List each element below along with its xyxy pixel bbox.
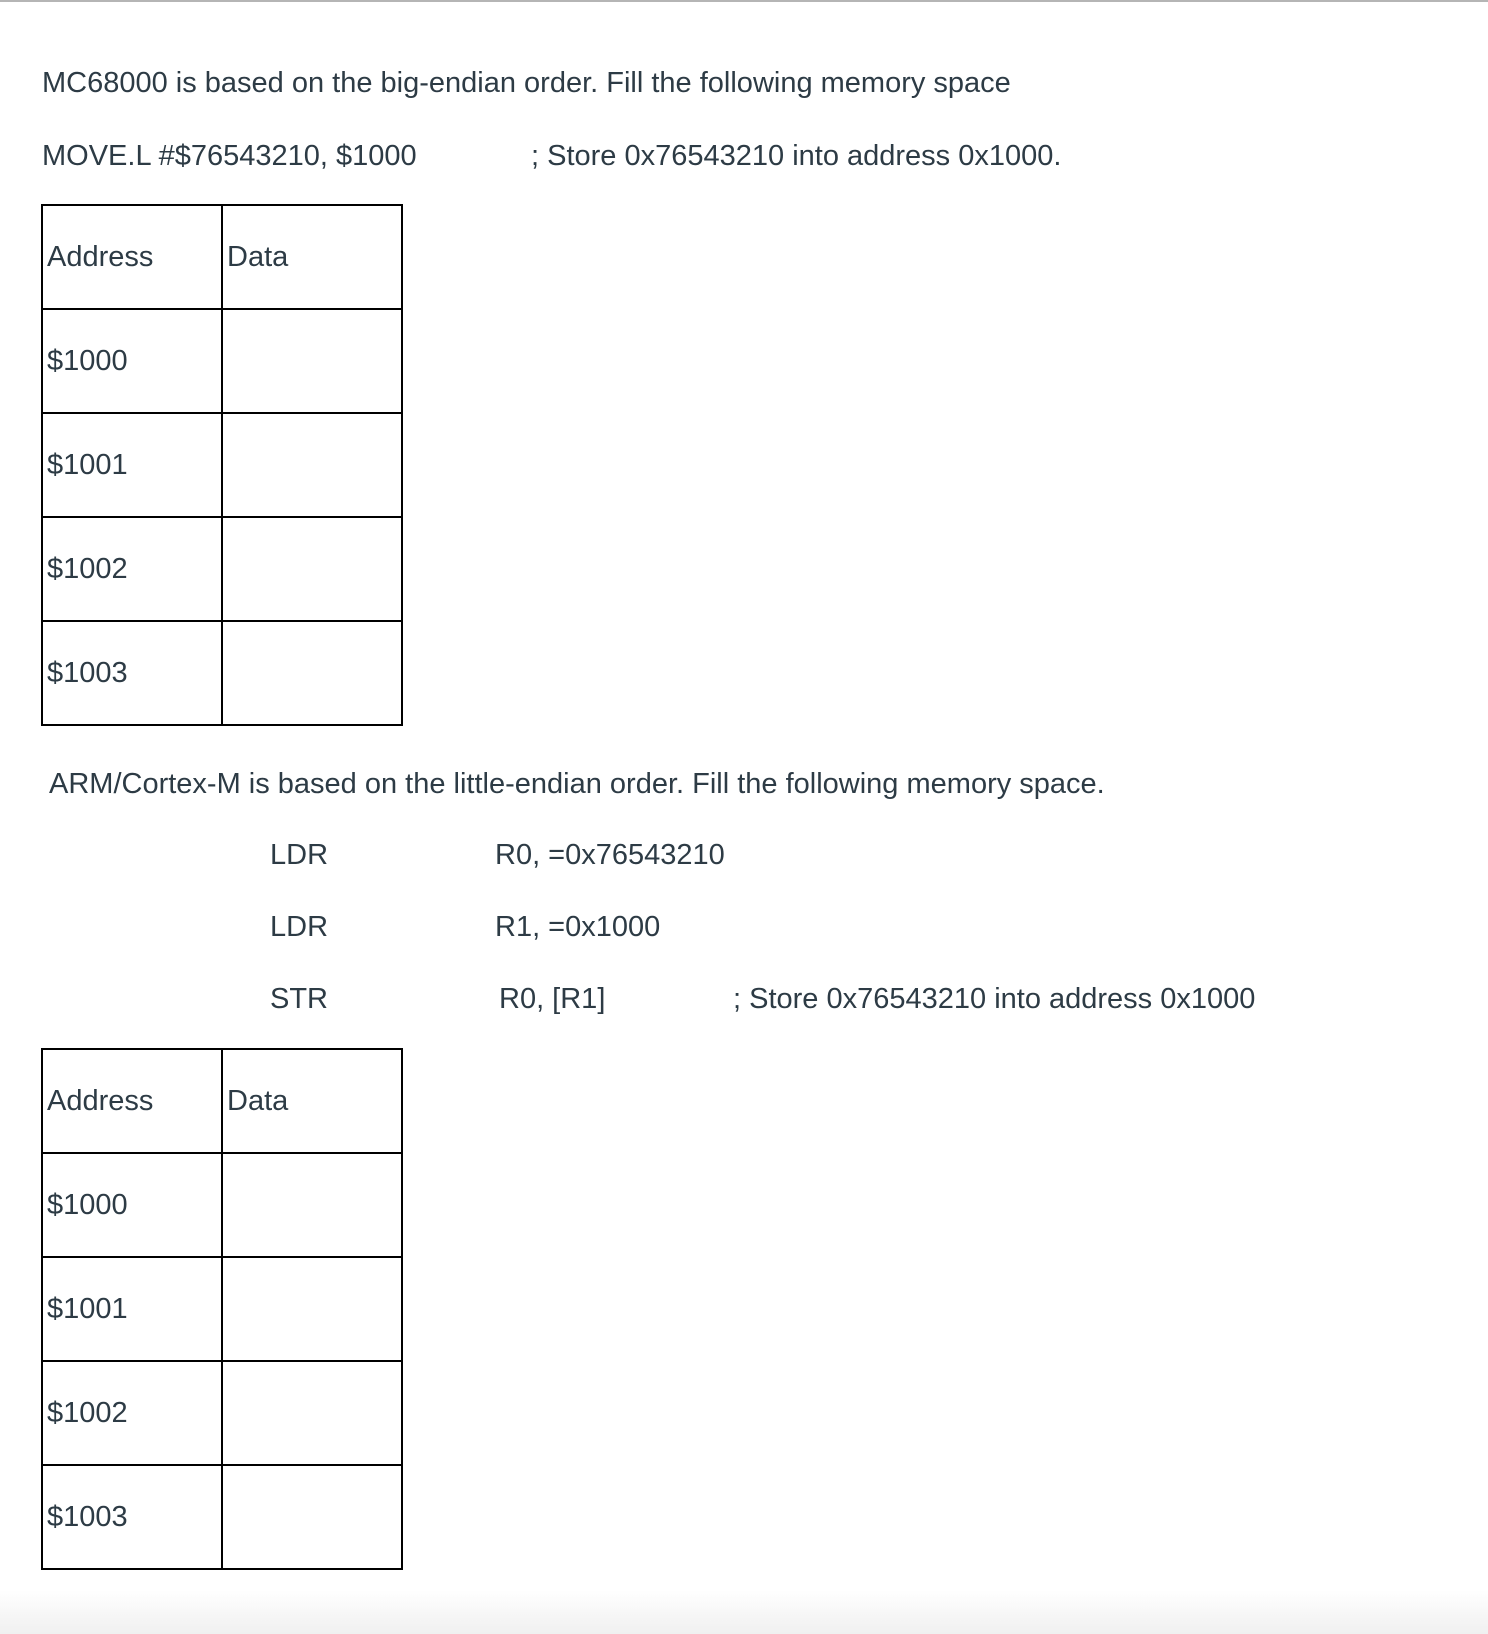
code-args: R1, =0x1000 — [495, 911, 661, 943]
data-cell[interactable] — [222, 309, 402, 413]
data-cell[interactable] — [222, 1465, 402, 1569]
little-endian-memory-table — [41, 1048, 403, 1570]
address-cell: $1000 — [42, 309, 222, 413]
data-cell[interactable] — [222, 1153, 402, 1257]
table-row — [42, 1465, 402, 1569]
data-cell[interactable] — [222, 1361, 402, 1465]
code-args: R0, =0x76543210 — [495, 839, 725, 871]
data-cell[interactable] — [222, 621, 402, 725]
address-cell: $1002 — [42, 517, 222, 621]
code-op: STR — [270, 983, 328, 1015]
data-cell[interactable] — [222, 1257, 402, 1361]
address-header: Address — [42, 1049, 222, 1153]
top-divider — [0, 0, 1488, 2]
address-cell: $1003 — [42, 1465, 222, 1569]
mc68000-instruction: MOVE.L #$76543210, $1000 — [42, 140, 417, 172]
address-cell: $1003 — [42, 621, 222, 725]
table-header-row — [42, 1049, 402, 1153]
table-row — [42, 621, 402, 725]
data-header: Data — [222, 205, 402, 309]
address-cell: $1001 — [42, 413, 222, 517]
table-row — [42, 309, 402, 413]
code-op: LDR — [270, 911, 329, 943]
address-header: Address — [42, 205, 222, 309]
table-row — [42, 413, 402, 517]
code-op: LDR — [270, 839, 329, 871]
data-cell[interactable] — [222, 413, 402, 517]
address-cell: $1000 — [42, 1153, 222, 1257]
address-cell: $1002 — [42, 1361, 222, 1465]
table-header-row — [42, 205, 402, 309]
table-row — [42, 1257, 402, 1361]
mc68000-intro: MC68000 is based on the big-endian order. Fill the following memory space — [42, 67, 1011, 99]
data-header: Data — [222, 1049, 402, 1153]
bottom-shadow — [0, 1590, 1488, 1634]
big-endian-memory-table — [41, 204, 403, 726]
table-row — [42, 517, 402, 621]
code-comment: ; Store 0x76543210 into address 0x1000 — [733, 983, 1256, 1015]
code-args: R0, [R1] — [499, 983, 606, 1015]
arm-intro: ARM/Cortex-M is based on the little-endian order. Fill the following memory space. — [49, 768, 1105, 800]
data-cell[interactable] — [222, 517, 402, 621]
mc68000-comment: ; Store 0x76543210 into address 0x1000. — [531, 140, 1062, 172]
table-row — [42, 1361, 402, 1465]
table-row — [42, 1153, 402, 1257]
address-cell: $1001 — [42, 1257, 222, 1361]
